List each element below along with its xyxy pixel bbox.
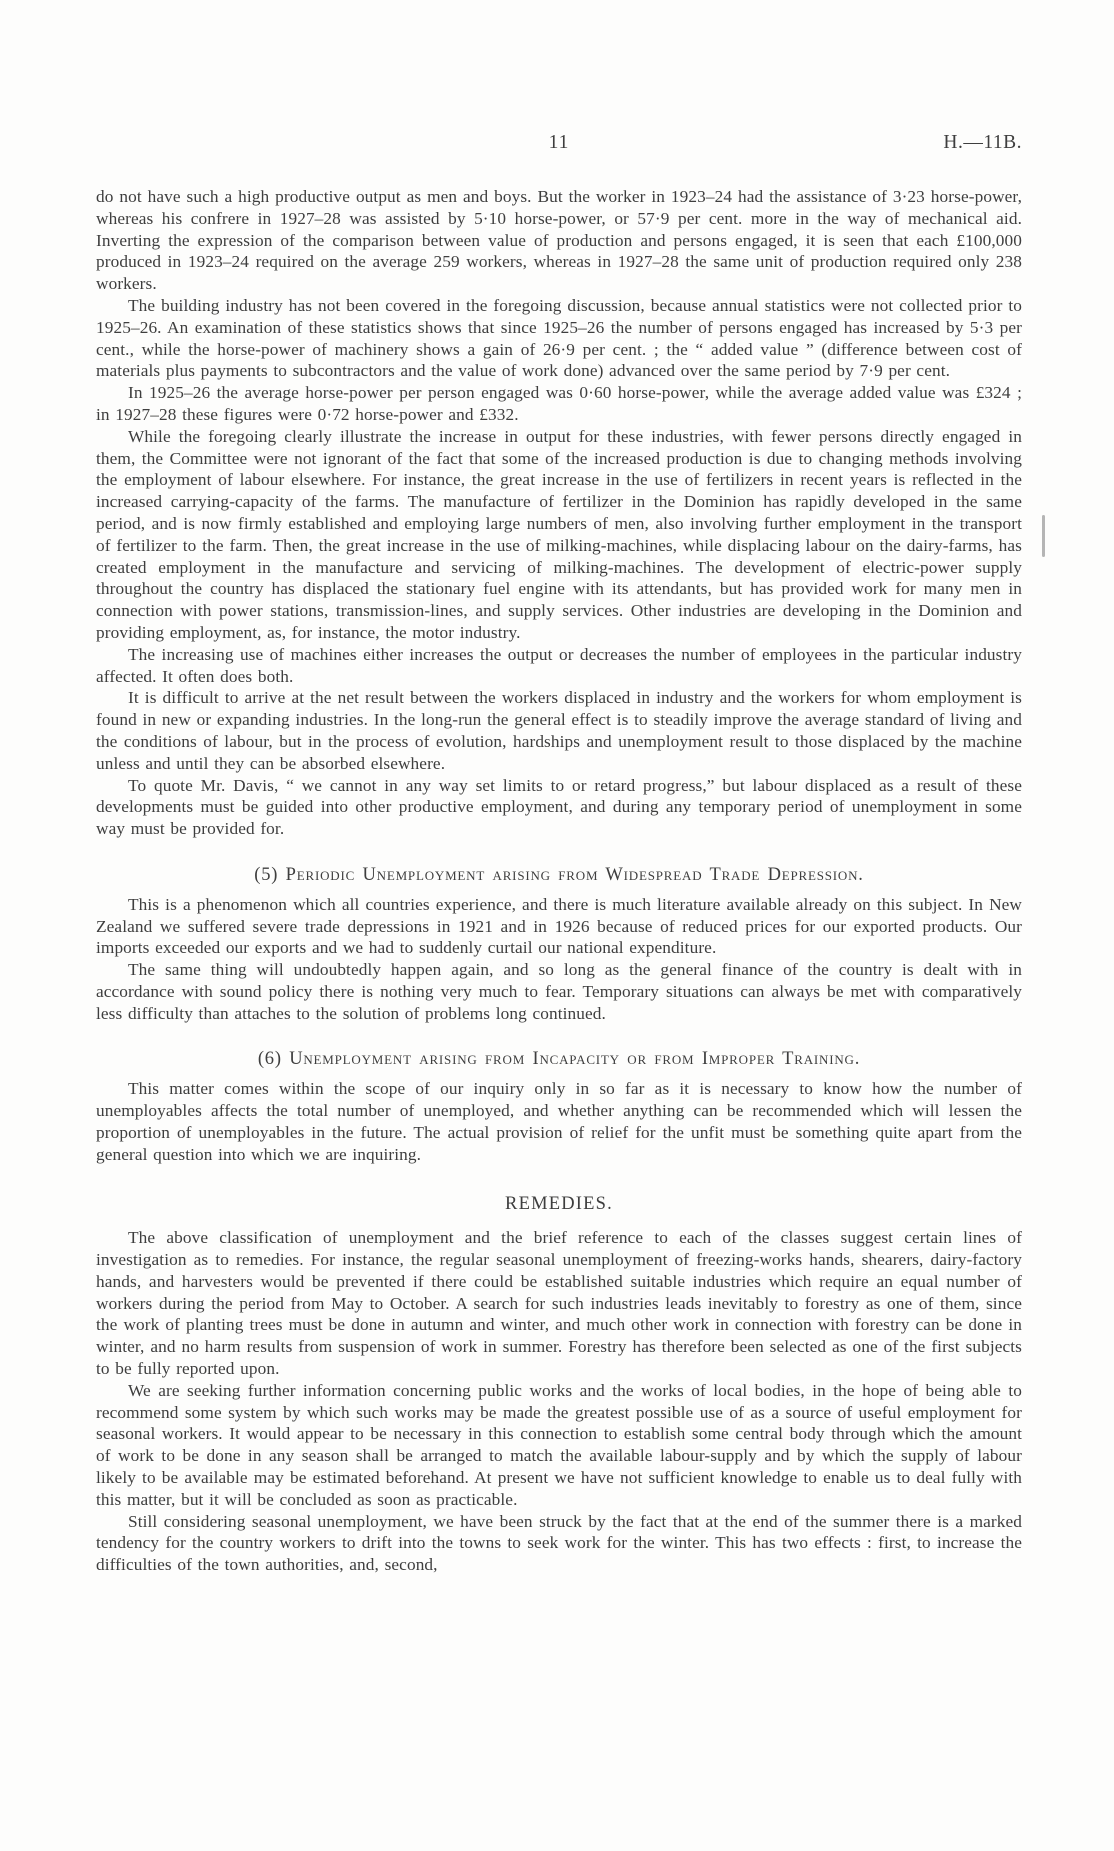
document-reference: H.—11B. — [943, 132, 1022, 153]
page-header — [96, 128, 1022, 158]
paragraph: The same thing will undoubtedly happen again, and so long as the general finance of the country is dealt with in accordance with sound policy there is nothing very much to fear. Temporary situations can always be met with comparatively less difficulty than attaches to the solution of problems long continued. — [96, 960, 1022, 1023]
paragraph: We are seeking further information concerning public works and the works of local bodies, in the hope of being able to recommend some system by which such works may be made the greatest possible use of as a source of useful employment for seasonal workers. It would appear to be necessary in this connection to establish some central body through which the amount of work to be done in any season shall be arranged to match the available labour-supply and by which the supply of labour likely to be available may be estimated beforehand. At present we have not sufficient knowledge to enable us to deal fully with this matter, but it will be concluded as soon as practicable. — [96, 1380, 1022, 1509]
scan-artifact — [1042, 515, 1045, 557]
remedies-heading: REMEDIES. — [505, 1194, 613, 1215]
section-heading-5: (5) Periodic Unemployment arising from Widespread Trade Depression. — [254, 864, 864, 885]
paragraph: The above classification of unemployment and the brief reference to each of the classes suggest certain lines of investigation as to remedies. For instance, the regular seasonal unemployment of freezing-works hands, shearers, dairy-factory hands, and harvesters would be prevented if there could be established suitable industries which require an equal number of workers during the period from May to October. A search for such industries leads inevitably to forestry as one of them, since the work of planting trees must be done in autumn and winter, and much other work in connection with forestry can be done in winter, and no harm results from suspension of work in summer. Forestry has therefore been selected as one of the first subjects to be fully reported upon. — [96, 1228, 1022, 1379]
paragraph: The building industry has not been covered in the foregoing discussion, because annual statistics were not collected prior to 1925–26. An examination of these statistics shows that since 1925–26 the number of persons engaged has increased by 5·3 per cent., while the horse-power of machinery shows a gain of 26·9 per cent. ; the “ added value ” (difference between cost of materials plus payments to subcontractors and the value of work done) advanced over the same period by 7·9 per cent. — [96, 295, 1022, 381]
paragraph: It is difficult to arrive at the net result between the workers displaced in industry and the workers for whom employment is found in new or expanding industries. In the long-run the general effect is to steadily improve the average standard of living and the conditions of labour, but in the process of evolution, hardships and unemployment result to those displaced by the machine unless and until they can be absorbed elsewhere. — [96, 688, 1022, 773]
paragraph: In 1925–26 the average horse-power per person engaged was 0·60 horse-power, while the average added value was £324 ; in 1927–28 these figures were 0·72 horse-power and £332. — [96, 383, 1022, 424]
paragraph: This is a phenomenon which all countries experience, and there is much literature available already on this subject. In New Zealand we suffered severe trade depressions in 1921 and in 1926 because of reduced prices for our exported products. Our imports exceeded our exports and we had to suddenly curtail our national expenditure. — [96, 894, 1022, 958]
paragraph: Still considering seasonal unemployment, we have been struck by the fact that at the end of the summer there is a marked tendency for the country workers to drift into the towns to seek work for the winter. This has two effects : first, to increase the difficulties of the town authorities, and, second, — [96, 1511, 1022, 1575]
document-body — [96, 186, 1022, 1576]
paragraph: To quote Mr. Davis, “ we cannot in any way set limits to or retard progress,” but labour displaced as a result of these developments must be guided into other productive employment, and during any temporary period of unemployment in some way must be provided for. — [96, 775, 1022, 839]
text-column — [96, 0, 1022, 1576]
paragraph: do not have such a high productive output as men and boys. But the worker in 1923–24 had the assistance of 3·23 horse-power, whereas his confrere in 1927–28 was assisted by 5·10 horse-power, or 57·9 per cent. more in the way of mechanical aid. Inverting the expression of the comparison between value of production and persons engaged, it is seen that each £100,000 produced in 1923–24 required on the average 259 workers, whereas in 1927–28 the same unit of production required only 238 workers. — [96, 187, 1022, 294]
section-heading-6: (6) Unemployment arising from Incapacity or from Improper Training. — [257, 1049, 861, 1070]
paragraph: The increasing use of machines either increases the output or decreases the number of employees in the particular industry affected. It often does both. — [96, 644, 1022, 686]
paragraph: This matter comes within the scope of our inquiry only in so far as it is necessary to know how the number of unemployables affects the total number of unemployed, and whether anything can be recommended which will lessen the proportion of unemployables in the future. The actual provision of relief for the unfit must be something quite apart from the general question into which we are inquiring. — [96, 1079, 1022, 1164]
paragraph: While the foregoing clearly illustrate the increase in output for these industries, with fewer persons directly engaged in them, the Committee were not ignorant of the fact that some of the increased production is due to changing methods involving the employment of labour elsewhere. For instance, the great increase in the use of fertilizers in recent years is reflected in the increased carrying-capacity of the farms. The manufacture of fertilizer in the Dominion has rapidly developed in the same period, and is now firmly established and employing large numbers of men, also involving further employment in the transport of fertilizer to the farm. Then, the great increase in the use of milking-machines, while displacing labour on the dairy-farms, has created employment in the manufacture and servicing of milking-machines. The development of electric-power supply throughout the country has displaced the stationary fuel engine with its attendants, but has provided work for many men in connection with power stations, transmission-lines, and supply services. Other industries are developing in the Dominion and providing employment, as, for instance, the motor industry. — [96, 426, 1022, 642]
page-number: 11 — [548, 132, 570, 153]
